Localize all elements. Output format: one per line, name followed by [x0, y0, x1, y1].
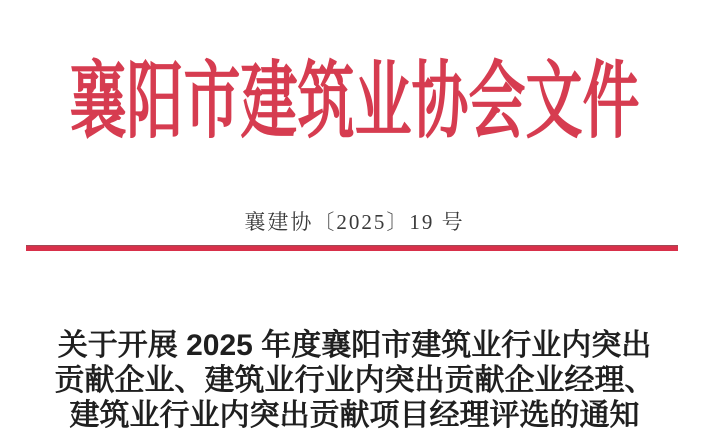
- document-reference-number: 襄建协〔2025〕19 号: [244, 210, 465, 234]
- notice-title-line-2: 贡献企业、建筑业行业内突出贡献企业经理、: [54, 364, 655, 397]
- notice-title-line-1: 关于开展 2025 年度襄阳市建筑业行业内突出: [57, 329, 652, 362]
- red-separator-rule: [26, 245, 678, 251]
- notice-title-line-3: 建筑业行业内突出贡献项目经理评选的通知: [69, 399, 640, 432]
- red-masthead-title: 襄阳市建筑业协会文件: [69, 56, 640, 150]
- notice-title: [0, 328, 709, 433]
